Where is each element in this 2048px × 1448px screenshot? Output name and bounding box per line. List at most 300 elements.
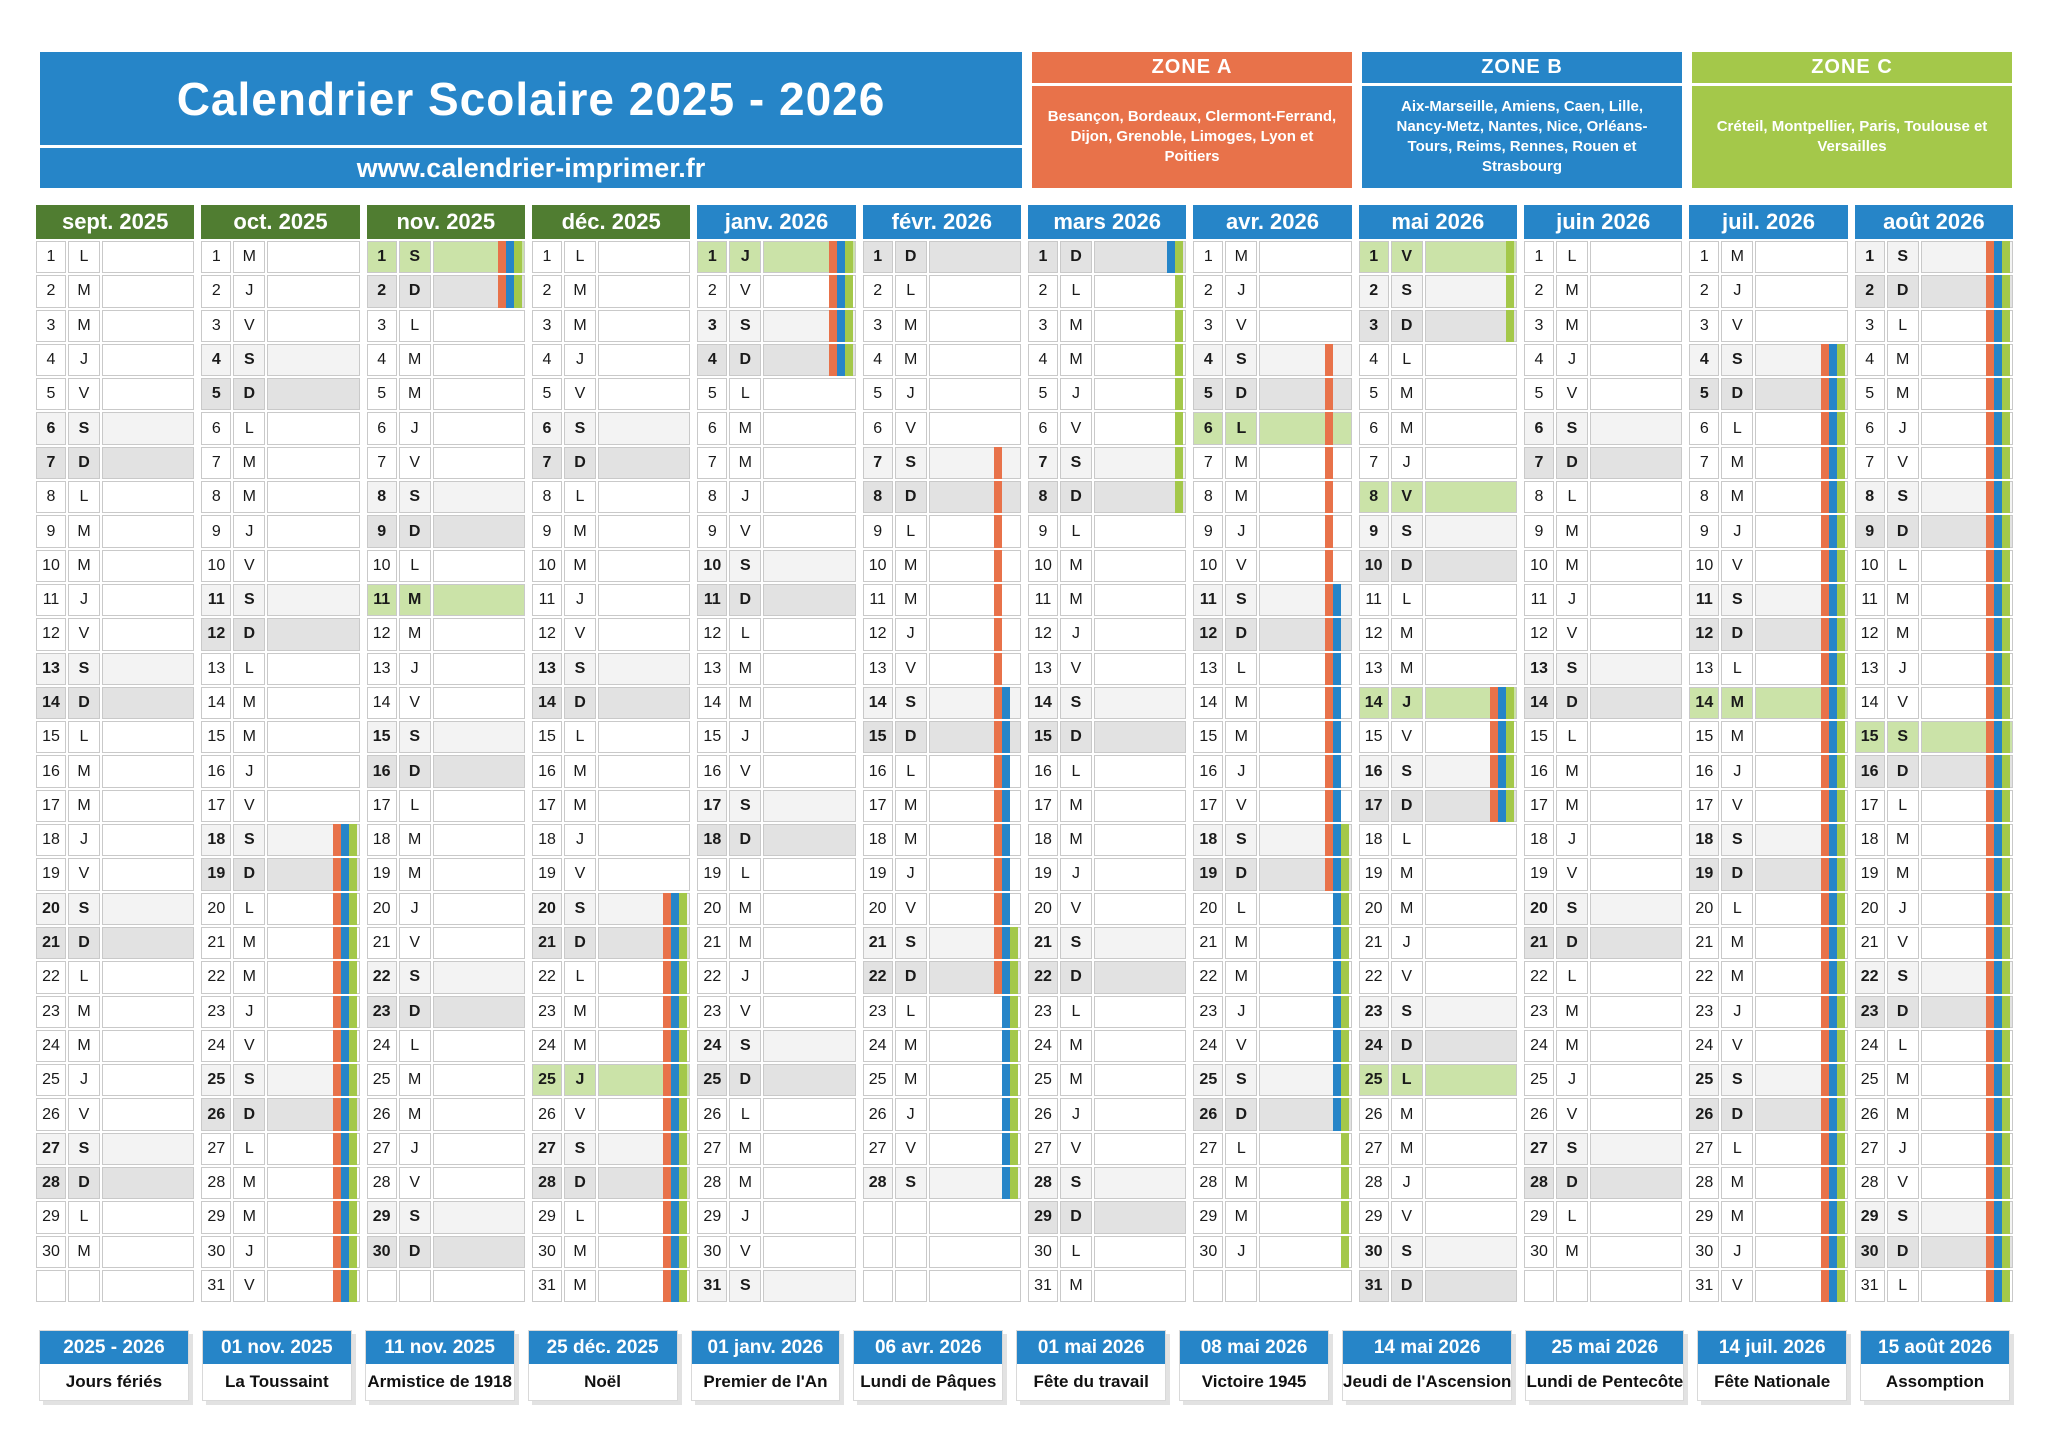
- vacation-stripe-zone-b: [1002, 721, 1010, 753]
- day-letter: M: [1721, 1167, 1753, 1199]
- day-letter: D: [399, 1236, 431, 1268]
- day-row: [1855, 515, 2013, 549]
- day-number: 7: [1855, 447, 1885, 479]
- vacation-stripe-zone-b: [341, 996, 349, 1028]
- day-notes-area: [1094, 687, 1186, 719]
- day-letter: M: [564, 275, 596, 307]
- vacation-stripe-zone-b: [1994, 1167, 2002, 1199]
- day-letter: L: [1225, 893, 1257, 925]
- empty-day-row: [1193, 1270, 1351, 1304]
- day-number: 15: [1524, 721, 1554, 753]
- day-row: [532, 1098, 690, 1132]
- day-row: [697, 1270, 855, 1304]
- vacation-stripe-zone-b: [1498, 790, 1506, 822]
- day-letter: J: [1556, 584, 1588, 616]
- day-notes-area: [929, 653, 1021, 685]
- day-row: [36, 447, 194, 481]
- holiday-box: [1860, 1330, 2010, 1401]
- day-row: [1193, 721, 1351, 755]
- day-letter: [1225, 1270, 1257, 1302]
- vacation-stripe-zone-c: [679, 1236, 687, 1268]
- day-notes-area: [929, 1201, 1021, 1233]
- vacation-stripe-zone-b: [1994, 481, 2002, 513]
- day-row: [201, 721, 359, 755]
- day-number: 1: [863, 241, 893, 273]
- day-notes-area: [1094, 1064, 1186, 1096]
- day-row: [532, 1167, 690, 1201]
- day-number: 26: [1028, 1098, 1058, 1130]
- vacation-stripe-zone-a: [1986, 275, 1994, 307]
- day-letter: V: [1060, 893, 1092, 925]
- day-row: [1359, 996, 1517, 1030]
- vacation-stripe-zone-a: [1986, 344, 1994, 376]
- day-row: [201, 961, 359, 995]
- day-row: [1855, 447, 2013, 481]
- day-letter: L: [1060, 755, 1092, 787]
- vacation-stripe-zone-a: [994, 584, 1002, 616]
- day-number: 29: [201, 1201, 231, 1233]
- day-letter: L: [1887, 1270, 1919, 1302]
- vacation-stripe-zone-c: [1010, 1167, 1018, 1199]
- vacation-stripe-zone-c: [1837, 1064, 1845, 1096]
- day-row: [201, 412, 359, 446]
- day-number: 20: [697, 893, 727, 925]
- day-row: [1193, 1167, 1351, 1201]
- vacation-stripe-zone-a: [1490, 790, 1498, 822]
- day-notes-area: [1425, 1030, 1517, 1062]
- day-letter: L: [68, 241, 100, 273]
- day-row: [36, 241, 194, 275]
- vacation-stripe-zone-a: [1490, 755, 1498, 787]
- day-row: [1855, 241, 2013, 275]
- day-letter: L: [68, 481, 100, 513]
- day-row: [201, 996, 359, 1030]
- day-number: 8: [1028, 481, 1058, 513]
- day-letter: V: [895, 1133, 927, 1165]
- day-row: [1359, 653, 1517, 687]
- day-row: [201, 344, 359, 378]
- day-row: [201, 447, 359, 481]
- day-number: 24: [201, 1030, 231, 1062]
- day-row: [532, 618, 690, 652]
- day-row: [532, 858, 690, 892]
- day-notes-area: [267, 378, 359, 410]
- vacation-stripe-zone-c: [2002, 378, 2010, 410]
- vacation-stripe-zone-b: [1333, 824, 1341, 856]
- day-row: [1524, 447, 1682, 481]
- day-notes-area: [1094, 1098, 1186, 1130]
- vacation-stripe-zone-c: [679, 1270, 687, 1302]
- day-letter: J: [564, 584, 596, 616]
- day-row: [532, 1064, 690, 1098]
- day-letter: M: [895, 1064, 927, 1096]
- day-letter: L: [1721, 1133, 1753, 1165]
- day-letter: M: [1225, 721, 1257, 753]
- day-letter: J: [1556, 344, 1588, 376]
- day-number: 2: [1028, 275, 1058, 307]
- day-notes-area: [267, 687, 359, 719]
- day-letter: J: [68, 344, 100, 376]
- day-number: 10: [36, 550, 66, 582]
- day-letter: M: [1721, 927, 1753, 959]
- holiday-name: Premier de l'An: [703, 1372, 828, 1391]
- day-letter: S: [1721, 824, 1753, 856]
- day-row: [201, 310, 359, 344]
- day-number: 25: [1193, 1064, 1223, 1096]
- day-notes-area: [1094, 1167, 1186, 1199]
- day-number: 15: [1028, 721, 1058, 753]
- vacation-stripe-zone-a: [1986, 481, 1994, 513]
- vacation-stripe-zone-a: [663, 1064, 671, 1096]
- month-header: août 2026: [1855, 205, 2013, 239]
- day-number: 17: [367, 790, 397, 822]
- vacation-stripe-zone-b: [1333, 618, 1341, 650]
- vacation-stripe-zone-b: [341, 824, 349, 856]
- zone-a-box: [1032, 52, 1352, 188]
- day-notes-area: [1094, 447, 1186, 479]
- day-letter: M: [1556, 1236, 1588, 1268]
- holiday-name: Armistice de 1918: [367, 1372, 512, 1391]
- day-notes-area: [1590, 1133, 1682, 1165]
- day-number: 25: [1359, 1064, 1389, 1096]
- day-row: [1193, 996, 1351, 1030]
- holiday-box: [202, 1330, 352, 1401]
- day-notes-area: [1590, 1167, 1682, 1199]
- day-letter: M: [729, 447, 761, 479]
- day-letter: V: [729, 515, 761, 547]
- day-letter: J: [1391, 687, 1423, 719]
- day-number: 27: [697, 1133, 727, 1165]
- day-row: [1359, 584, 1517, 618]
- day-letter: J: [729, 241, 761, 273]
- day-number: 25: [697, 1064, 727, 1096]
- day-row: [36, 893, 194, 927]
- vacation-stripe-zone-b: [1829, 378, 1837, 410]
- day-row: [863, 310, 1021, 344]
- day-number: 8: [697, 481, 727, 513]
- day-row: [367, 550, 525, 584]
- vacation-stripe-zone-a: [333, 1167, 341, 1199]
- vacation-stripe-zone-a: [333, 1064, 341, 1096]
- zone-c-title: ZONE C: [1692, 52, 2012, 86]
- day-letter: L: [1060, 275, 1092, 307]
- day-letter: [895, 1236, 927, 1268]
- day-number: 20: [1855, 893, 1885, 925]
- day-number: 8: [1855, 481, 1885, 513]
- day-number: 2: [1193, 275, 1223, 307]
- vacation-stripe-zone-b: [341, 961, 349, 993]
- holiday-box: [691, 1330, 841, 1401]
- day-number: 8: [532, 481, 562, 513]
- day-row: [1028, 721, 1186, 755]
- day-row: [1193, 653, 1351, 687]
- day-number: 9: [1689, 515, 1719, 547]
- day-row: [697, 378, 855, 412]
- day-notes-area: [598, 515, 690, 547]
- vacation-stripe-zone-a: [1821, 927, 1829, 959]
- day-number: 3: [697, 310, 727, 342]
- day-number: 3: [201, 310, 231, 342]
- day-row: [1359, 893, 1517, 927]
- day-row: [1524, 1030, 1682, 1064]
- month-header: avr. 2026: [1193, 205, 1351, 239]
- day-number: 7: [201, 447, 231, 479]
- day-notes-area: [1259, 344, 1351, 376]
- vacation-stripe-zone-a: [994, 618, 1002, 650]
- day-number: 2: [1689, 275, 1719, 307]
- day-letter: M: [564, 310, 596, 342]
- vacation-stripe-zone-c: [349, 927, 357, 959]
- day-letter: V: [399, 927, 431, 959]
- day-letter: J: [1887, 412, 1919, 444]
- day-row: [1855, 721, 2013, 755]
- day-letter: L: [68, 961, 100, 993]
- day-notes-area: [1590, 755, 1682, 787]
- day-notes-area: [763, 927, 855, 959]
- day-letter: J: [233, 996, 265, 1028]
- vacation-stripe-zone-b: [1498, 687, 1506, 719]
- day-row: [36, 550, 194, 584]
- vacation-stripe-zone-c: [1010, 1133, 1018, 1165]
- vacation-stripe-zone-b: [1333, 927, 1341, 959]
- day-letter: S: [1391, 755, 1423, 787]
- day-notes-area: [1590, 1064, 1682, 1096]
- day-row: [697, 1133, 855, 1167]
- vacation-stripe-zone-c: [349, 1133, 357, 1165]
- day-letter: J: [1721, 996, 1753, 1028]
- day-number: 1: [532, 241, 562, 273]
- day-row: [201, 1201, 359, 1235]
- day-number: 22: [367, 961, 397, 993]
- day-number: 6: [1028, 412, 1058, 444]
- day-row: [1689, 1167, 1847, 1201]
- day-notes-area: [433, 618, 525, 650]
- day-letter: J: [399, 412, 431, 444]
- day-number: 26: [863, 1098, 893, 1130]
- day-number: 1: [367, 241, 397, 273]
- day-row: [532, 412, 690, 446]
- day-number: 2: [36, 275, 66, 307]
- month-header: sept. 2025: [36, 205, 194, 239]
- day-notes-area: [1590, 961, 1682, 993]
- day-row: [1689, 241, 1847, 275]
- day-row: [1028, 1201, 1186, 1235]
- day-row: [1524, 584, 1682, 618]
- day-row: [1028, 1098, 1186, 1132]
- vacation-stripe-zone-a: [1821, 412, 1829, 444]
- day-letter: J: [895, 1098, 927, 1130]
- day-number: 13: [1524, 653, 1554, 685]
- day-notes-area: [929, 1236, 1021, 1268]
- day-letter: L: [895, 996, 927, 1028]
- month-header: juin 2026: [1524, 205, 1682, 239]
- day-number: 5: [367, 378, 397, 410]
- day-letter: D: [1556, 927, 1588, 959]
- day-letter: M: [1391, 1098, 1423, 1130]
- day-notes-area: [102, 1064, 194, 1096]
- day-letter: V: [1721, 310, 1753, 342]
- vacation-stripe-zone-a: [1986, 550, 1994, 582]
- website-link[interactable]: www.calendrier-imprimer.fr: [356, 152, 706, 183]
- day-letter: L: [1060, 515, 1092, 547]
- day-row: [697, 996, 855, 1030]
- vacation-stripe-zone-b: [1829, 550, 1837, 582]
- vacation-stripe-zone-b: [671, 1098, 679, 1130]
- day-row: [697, 515, 855, 549]
- day-letter: M: [564, 550, 596, 582]
- day-letter: S: [729, 310, 761, 342]
- vacation-stripe-zone-b: [1829, 344, 1837, 376]
- vacation-stripe-zone-c: [2002, 996, 2010, 1028]
- day-row: [863, 378, 1021, 412]
- day-letter: V: [729, 755, 761, 787]
- day-row: [532, 447, 690, 481]
- day-row: [1524, 1201, 1682, 1235]
- zone-c-box: [1692, 52, 2012, 188]
- day-letter: V: [233, 310, 265, 342]
- day-letter: L: [564, 1201, 596, 1233]
- day-row: [863, 653, 1021, 687]
- day-number: 10: [1689, 550, 1719, 582]
- day-notes-area: [763, 481, 855, 513]
- vacation-stripe-zone-c: [1175, 344, 1183, 376]
- vacation-stripe-zone-a: [1986, 1201, 1994, 1233]
- day-number: 24: [532, 1030, 562, 1062]
- day-letter: J: [399, 653, 431, 685]
- day-letter: M: [1721, 241, 1753, 273]
- day-notes-area: [433, 858, 525, 890]
- day-notes-area: [763, 584, 855, 616]
- day-notes-area: [1259, 241, 1351, 273]
- day-letter: J: [1060, 378, 1092, 410]
- day-notes-area: [929, 1270, 1021, 1302]
- day-number: 6: [532, 412, 562, 444]
- day-notes-area: [1425, 447, 1517, 479]
- day-notes-area: [598, 310, 690, 342]
- day-row: [1359, 1236, 1517, 1270]
- vacation-stripe-zone-a: [1986, 755, 1994, 787]
- day-notes-area: [433, 1030, 525, 1062]
- holiday-box: [365, 1330, 515, 1401]
- day-notes-area: [763, 755, 855, 787]
- day-letter: M: [895, 790, 927, 822]
- holiday-name: Fête du travail: [1033, 1372, 1149, 1391]
- day-letter: V: [729, 1236, 761, 1268]
- day-row: [1028, 927, 1186, 961]
- day-letter: S: [729, 1030, 761, 1062]
- month-rows: [1359, 241, 1517, 1304]
- day-letter: V: [729, 275, 761, 307]
- day-row: [1855, 310, 2013, 344]
- day-notes-area: [1425, 241, 1517, 273]
- day-row: [1855, 996, 2013, 1030]
- day-number: 20: [1689, 893, 1719, 925]
- day-letter: M: [233, 721, 265, 753]
- day-notes-area: [433, 824, 525, 856]
- vacation-stripe-zone-a: [1986, 1270, 1994, 1302]
- day-row: [1524, 755, 1682, 789]
- day-number: 1: [201, 241, 231, 273]
- day-notes-area: [1425, 996, 1517, 1028]
- day-number: 28: [1524, 1167, 1554, 1199]
- day-notes-area: [598, 344, 690, 376]
- day-number: 9: [367, 515, 397, 547]
- day-row: [1028, 1270, 1186, 1304]
- day-row: [36, 378, 194, 412]
- vacation-stripe-zone-c: [514, 241, 522, 273]
- day-number: 4: [1359, 344, 1389, 376]
- day-row: [1359, 310, 1517, 344]
- day-row: [201, 653, 359, 687]
- day-row: [863, 1133, 1021, 1167]
- day-letter: S: [233, 1064, 265, 1096]
- day-letter: D: [68, 927, 100, 959]
- day-row: [532, 790, 690, 824]
- vacation-stripe-zone-c: [2002, 961, 2010, 993]
- vacation-stripe-zone-c: [679, 996, 687, 1028]
- day-letter: L: [729, 618, 761, 650]
- day-number: 21: [1689, 927, 1719, 959]
- day-number: 25: [1855, 1064, 1885, 1096]
- day-notes-area: [763, 653, 855, 685]
- day-row: [36, 412, 194, 446]
- vacation-stripe-zone-a: [994, 790, 1002, 822]
- day-number: 23: [1193, 996, 1223, 1028]
- day-letter: S: [1060, 927, 1092, 959]
- day-row: [1028, 996, 1186, 1030]
- vacation-stripe-zone-a: [994, 927, 1002, 959]
- day-notes-area: [1590, 790, 1682, 822]
- vacation-stripe-zone-a: [1821, 721, 1829, 753]
- day-letter: M: [729, 927, 761, 959]
- day-number: 14: [1689, 687, 1719, 719]
- day-row: [1028, 1133, 1186, 1167]
- vacation-stripe-zone-c: [679, 1167, 687, 1199]
- day-row: [1359, 241, 1517, 275]
- day-number: 4: [36, 344, 66, 376]
- day-letter: J: [1060, 858, 1092, 890]
- day-letter: S: [68, 653, 100, 685]
- day-letter: L: [233, 653, 265, 685]
- day-number: 7: [1359, 447, 1389, 479]
- day-notes-area: [1259, 481, 1351, 513]
- day-notes-area: [598, 412, 690, 444]
- day-notes-area: [763, 790, 855, 822]
- day-letter: L: [1225, 1133, 1257, 1165]
- day-number: 16: [1193, 755, 1223, 787]
- day-number: 29: [1689, 1201, 1719, 1233]
- day-notes-area: [598, 790, 690, 822]
- day-number: 16: [1524, 755, 1554, 787]
- day-row: [201, 618, 359, 652]
- day-notes-area: [102, 1201, 194, 1233]
- day-row: [367, 275, 525, 309]
- vacation-stripe-zone-b: [837, 344, 845, 376]
- day-number: 18: [532, 824, 562, 856]
- day-row: [201, 481, 359, 515]
- holiday-name: Lundi de Pentecôte: [1526, 1372, 1684, 1391]
- vacation-stripe-zone-a: [333, 1236, 341, 1268]
- vacation-stripe-zone-a: [1490, 687, 1498, 719]
- day-row: [1193, 755, 1351, 789]
- day-number: 29: [36, 1201, 66, 1233]
- day-notes-area: [598, 755, 690, 787]
- day-row: [532, 344, 690, 378]
- day-letter: S: [564, 1133, 596, 1165]
- vacation-stripe-zone-c: [1341, 961, 1349, 993]
- day-notes-area: [1094, 378, 1186, 410]
- vacation-stripe-zone-b: [1333, 1030, 1341, 1062]
